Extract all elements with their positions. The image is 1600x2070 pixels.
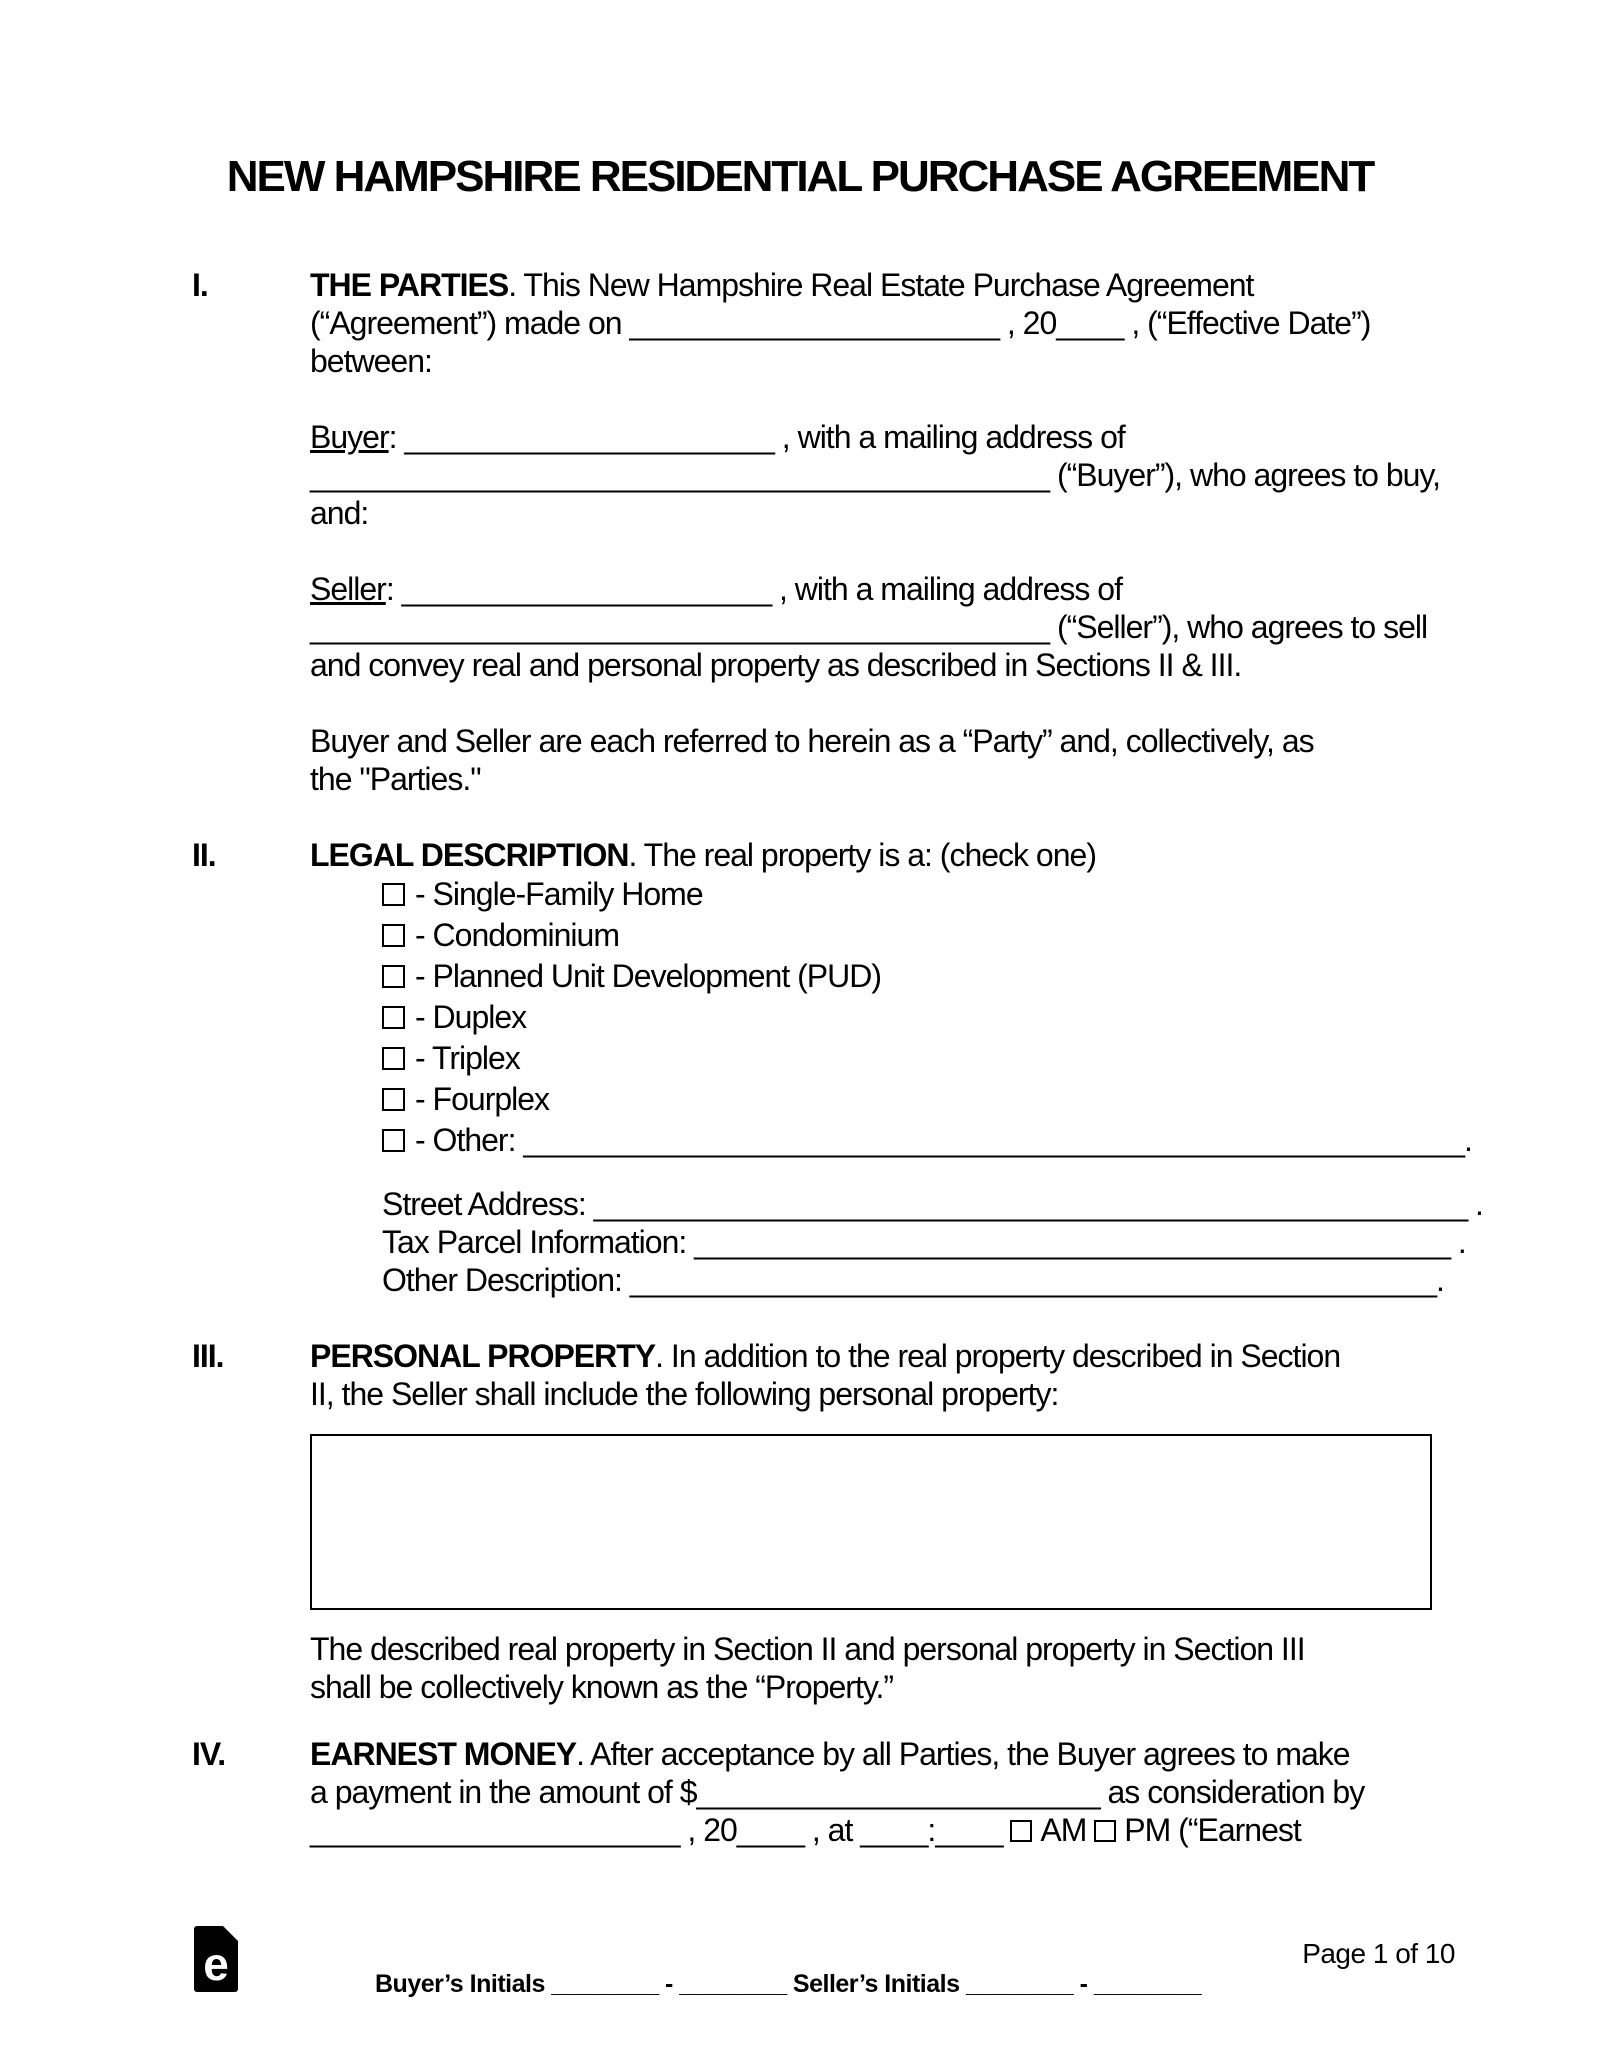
label-pm: PM	[1124, 1812, 1179, 1848]
section-iii-line-1	[310, 1337, 1540, 1375]
property-definition-paragraph	[310, 1630, 1540, 1706]
seller-name-blank: : ______________________ , with a mailing address of	[385, 571, 1122, 607]
section-i-numeral: I.	[192, 267, 208, 303]
checkbox-am[interactable]	[1010, 1820, 1032, 1842]
section-iii-line-2: II, the Seller shall include the following personal property:	[310, 1376, 1059, 1412]
label-triplex: - Triplex	[415, 1040, 520, 1076]
section-i-heading: THE PARTIES	[310, 267, 509, 303]
buyer-and-line: and:	[310, 495, 369, 531]
section-personal-property	[192, 1337, 1540, 1413]
personal-property-input-box[interactable]	[310, 1434, 1432, 1610]
seller-name-line	[310, 570, 1540, 608]
seller-label: Seller	[310, 571, 386, 607]
property-type-row	[382, 1120, 1540, 1161]
property-type-row	[382, 1038, 1540, 1079]
label-condominium: - Condominium	[415, 917, 619, 953]
between-line: between:	[310, 343, 432, 379]
section-ii-line-1	[310, 836, 1540, 874]
property-type-row	[382, 1079, 1540, 1120]
seller-convey-line: and convey real and personal property as described in Sections II & III.	[310, 647, 1242, 683]
seller-address-line: ____________________________________________ (“Seller”), who agrees to sell	[310, 609, 1428, 645]
property-type-row	[382, 874, 1540, 915]
section-ii-line-1-text: . The real property is a: (check one)	[628, 837, 1096, 873]
footer-initials-line: Buyer’s Initials ________ - ________ Seller’s Initials ________ - ________	[375, 1970, 1202, 1998]
parties-line-1: Buyer and Seller are each referred to herein as a “Party” and, collectively, as	[310, 723, 1314, 759]
property-type-row	[382, 915, 1540, 956]
buyer-paragraph	[310, 418, 1540, 532]
section-iv-line-1-text: . After acceptance by all Parties, the Buyer agrees to make	[576, 1736, 1350, 1772]
section-earnest-money	[192, 1735, 1540, 1849]
section-ii-heading: LEGAL DESCRIPTION	[310, 837, 629, 873]
other-description-line: Other Description: ________________________________________________.	[382, 1262, 1444, 1298]
label-fourplex: - Fourplex	[415, 1081, 550, 1117]
section-i-line-1	[310, 266, 1540, 304]
label-pud: - Planned Unit Development (PUD)	[415, 958, 881, 994]
label-single-family-home: - Single-Family Home	[415, 876, 703, 912]
section-iii-line-1-text: . In addition to the real property described in Section	[655, 1338, 1341, 1374]
section-legal-description	[192, 836, 1540, 1299]
agreement-date-line: (“Agreement”) made on ______________________ , 20____ , (“Effective Date”)	[310, 305, 1371, 341]
label-am: AM	[1040, 1812, 1095, 1848]
buyer-name-blank: : ______________________ , with a mailing address of	[388, 419, 1125, 455]
property-type-row	[382, 997, 1540, 1038]
section-iii-numeral: III.	[192, 1338, 224, 1374]
checkbox-triplex[interactable]	[382, 1047, 405, 1070]
buyer-address-line: ____________________________________________ (“Buyer”), who agrees to buy,	[310, 457, 1440, 493]
checkbox-condominium[interactable]	[382, 924, 405, 947]
property-definition-line-1: The described real property in Section II and personal property in Section III	[310, 1631, 1305, 1667]
parties-paragraph	[310, 722, 1540, 798]
earnest-open-quote: (“Earnest	[1178, 1812, 1301, 1848]
checkbox-other[interactable]	[382, 1129, 405, 1152]
checkbox-single-family-home[interactable]	[382, 883, 405, 906]
spacer	[310, 1161, 1540, 1185]
section-ii-numeral: II.	[192, 837, 216, 873]
property-type-row	[382, 956, 1540, 997]
section-iii-heading: PERSONAL PROPERTY	[310, 1338, 656, 1374]
page-number: Page 1 of 10	[1302, 1938, 1455, 1969]
buyer-name-line	[310, 418, 1540, 456]
section-the-parties	[192, 266, 1540, 380]
seller-paragraph	[310, 570, 1540, 684]
section-i-line-1-text: . This New Hampshire Real Estate Purchase Agreement	[508, 267, 1254, 303]
checkbox-pm[interactable]	[1094, 1820, 1116, 1842]
section-iv-line-1	[310, 1735, 1540, 1773]
parties-line-2: the "Parties."	[310, 761, 481, 797]
property-definition-line-2: shall be collectively known as the “Property.”	[310, 1669, 894, 1705]
label-other-blank: - Other: ________________________________________________________.	[415, 1122, 1472, 1158]
buyer-label: Buyer	[310, 419, 389, 455]
checkbox-pud[interactable]	[382, 965, 405, 988]
eforms-logo	[194, 1926, 238, 1992]
section-iv-numeral: IV.	[192, 1736, 226, 1772]
earnest-amount-line: a payment in the amount of $________________________ as consideration by	[310, 1774, 1365, 1810]
earnest-date-line	[310, 1811, 1540, 1849]
page-title: NEW HAMPSHIRE RESIDENTIAL PURCHASE AGREEMENT	[226, 152, 1374, 201]
label-duplex: - Duplex	[415, 999, 527, 1035]
earnest-date-blanks: ______________________ , 20____ , at ____:____	[310, 1812, 1011, 1848]
checkbox-duplex[interactable]	[382, 1006, 405, 1029]
street-address-line: Street Address: ____________________________________________________ .	[382, 1186, 1483, 1222]
tax-parcel-line: Tax Parcel Information: _____________________________________________ .	[382, 1224, 1466, 1260]
checkbox-fourplex[interactable]	[382, 1088, 405, 1111]
section-iv-heading: EARNEST MONEY	[310, 1736, 577, 1772]
eforms-logo-letter: e	[203, 1938, 229, 1990]
